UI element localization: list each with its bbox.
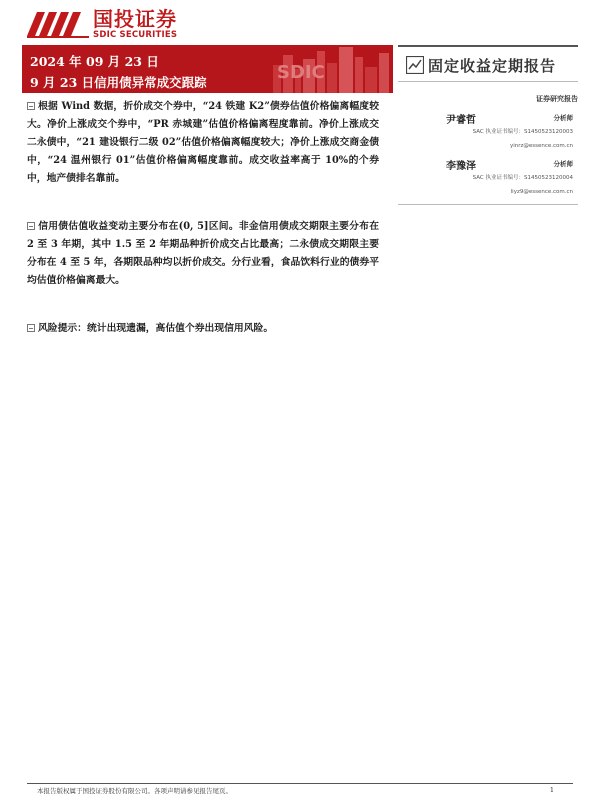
summary-paragraph [27, 218, 379, 290]
logo-mark-icon [27, 8, 89, 38]
summary-paragraph [27, 98, 379, 188]
bullet-box-icon [27, 102, 35, 110]
logo-chinese-text: 国投证券 [93, 7, 177, 31]
analyst-divider [398, 204, 578, 205]
report-type-box [398, 45, 578, 81]
category-label: 证券研究报告 [536, 94, 578, 103]
bullet-box-icon [27, 324, 35, 332]
report-type-divider [398, 81, 578, 82]
analyst-role: 分析师 [553, 114, 573, 122]
report-title: 9 月 23 日信用债异常成交跟踪 [30, 75, 207, 90]
paragraph-text: 风险提示：统计出现遗漏，高估值个券出现信用风险。 [38, 323, 274, 334]
bullet-box-icon [27, 222, 35, 230]
analyst-role: 分析师 [553, 160, 573, 168]
analyst-email[interactable]: yinrz@essence.com.cn [509, 143, 573, 149]
analyst-name: 李豫泽 [446, 161, 476, 172]
risk-warning-paragraph [27, 320, 379, 338]
trend-chart-icon [406, 56, 424, 74]
title-banner [22, 45, 393, 93]
svg-text:SDIC: SDIC [277, 62, 325, 83]
analyst-sac-number: SAC 执业证书编号：S1450523120004 [472, 175, 573, 181]
analyst-email[interactable]: liyz9@essence.com.cn [510, 189, 573, 195]
skyline-decoration-icon [243, 45, 393, 93]
page-number: 1 [549, 786, 554, 794]
analyst-sac-number: SAC 执业证书编号：S1450523120003 [472, 129, 573, 135]
paragraph-text: 信用债估值收益变动主要分布在(0, 5]区间。非金信用债成交期限主要分布在 2 至 3 年期，其中 1.5 至 2 年期品种折价成交占比最高；二永债成交期限主要分布在 4 至 5 年，各期限品种均以折价成交。分行业看，食品饮料行业的债券平均估值价格偏离最大。 [27, 221, 379, 286]
footer-disclaimer: 本报告版权属于国投证券股份有限公司。各项声明请参见报告尾页。 [37, 787, 232, 795]
report-type-label: 固定收益定期报告 [428, 57, 557, 75]
footer-divider [27, 783, 573, 784]
company-logo [27, 8, 197, 38]
paragraph-text: 根据 Wind 数据，折价成交个券中，“24 铁建 K2”债券估值价格偏离幅度较大。净价上涨成交个券中，“PR 赤城建”估值价格偏离程度靠前。净价上涨成交二永债中，“21 建设银行二级 02”估值价格偏离幅度较大；净价上涨成交商金债中，“24 温州银行 01”估值价格偏离幅度靠前。成交收益率高于 10%的个券中，地产债排名靠前。 [27, 101, 379, 184]
report-date: 2024 年 09 月 23 日 [30, 54, 159, 69]
logo-english-text: SDIC SECURITIES [93, 30, 178, 40]
analyst-name: 尹睿哲 [446, 115, 476, 126]
